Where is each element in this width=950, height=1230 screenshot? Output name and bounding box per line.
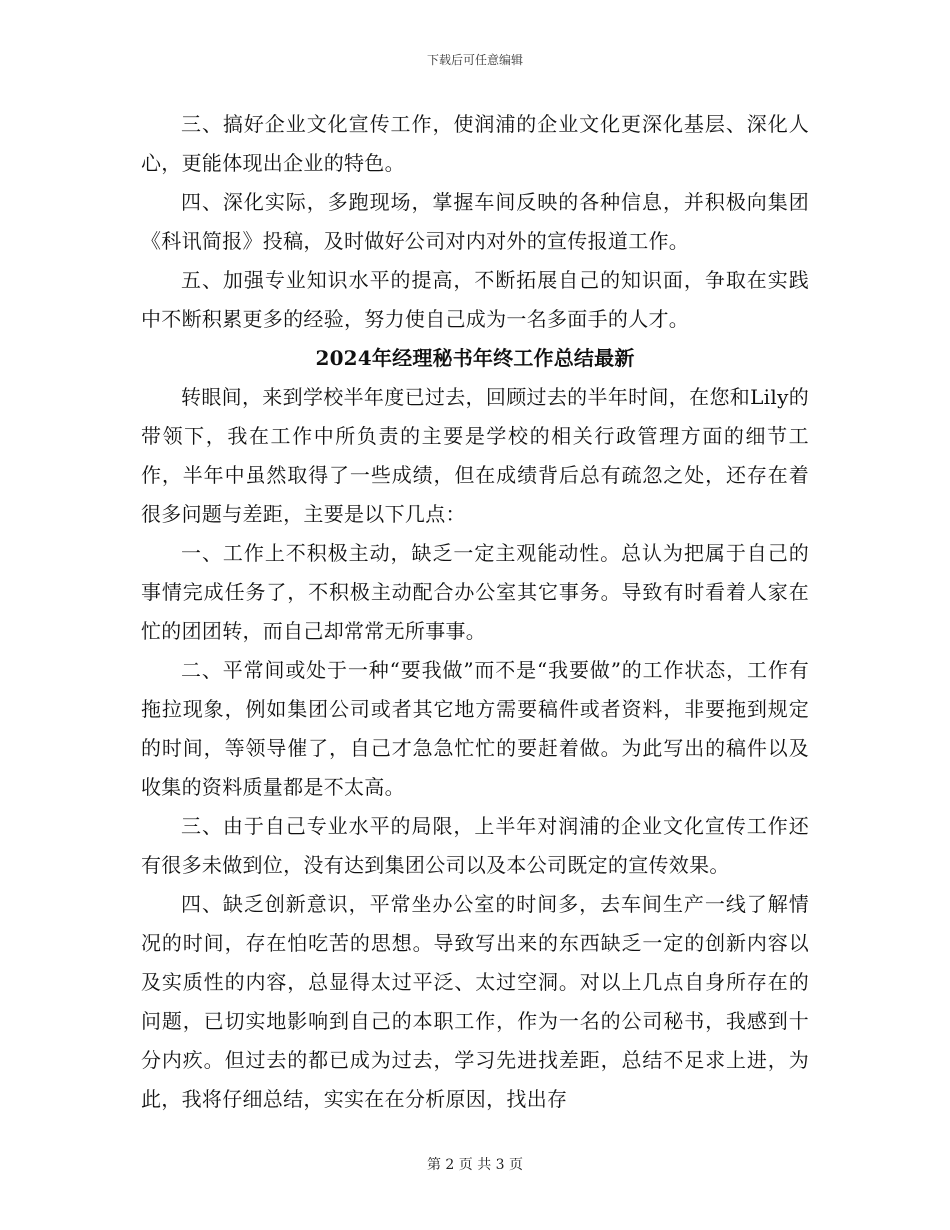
paragraph: 五、加强专业知识水平的提高，不断拓展自己的知识面，争取在实践中不断积累更多的经验，努力使自己成为一名多面手的人才。 — [141, 268, 809, 331]
paragraph: 转眼间，来到学校半年度已过去，回顾过去的半年时间，在您和Lily的带领下，我在工作中所负责的主要是学校的相关行政管理方面的细节工作，半年中虽然取得了一些成绩，但在成绩背后总有疏忽之处，还存在着很多问题与差距，主要是以下几点： — [141, 385, 809, 526]
section-title: 2024年经理秘书年终工作总结最新 — [315, 346, 635, 370]
document-body — [141, 105, 809, 1119]
paragraph: 三、由于自己专业水平的局限，上半年对润浦的企业文化宣传工作还有很多未做到位，没有达到集团公司以及本公司既定的宣传效果。 — [141, 814, 809, 877]
paragraph: 四、深化实际，多跑现场，掌握车间反映的各种信息，并积极向集团《科讯简报》投稿，及时做好公司对内对外的宣传报道工作。 — [141, 190, 809, 253]
paragraph: 二、平常间或处于一种“要我做”而不是“我要做”的工作状态，工作有拖拉现象，例如集团公司或者其它地方需要稿件或者资料，非要拖到规定的时间，等领导催了，自己才急急忙忙的要赶着做。为此写出的稿件以及收集的资料质量都是不太高。 — [141, 658, 809, 799]
paragraph: 四、缺乏创新意识，平常坐办公室的时间多，去车间生产一线了解情况的时间，存在怕吃苦的思想。导致写出来的东西缺乏一定的创新内容以及实质性的内容，总显得太过平泛、太过空洞。对以上几点自身所存在的问题，已切实地影响到自己的本职工作，作为一名的公司秘书，我感到十分内疚。但过去的都已成为过去，学习先进找差距，总结不足求上进，为此，我将仔细总结，实实在在分析原因，找出存 — [141, 892, 809, 1111]
page-header: 下载后可任意编辑 — [426, 53, 523, 67]
paragraph: 一、工作上不积极主动，缺乏一定主观能动性。总认为把属于自己的事情完成任务了，不积极主动配合办公室其它事务。导致有时看着人家在忙的团团转，而自己却常常无所事事。 — [141, 541, 809, 643]
paragraph: 三、搞好企业文化宣传工作，使润浦的企业文化更深化基层、深化人心，更能体现出企业的特色。 — [141, 112, 809, 175]
page-number: 第 2 页 共 3 页 — [426, 1157, 524, 1173]
